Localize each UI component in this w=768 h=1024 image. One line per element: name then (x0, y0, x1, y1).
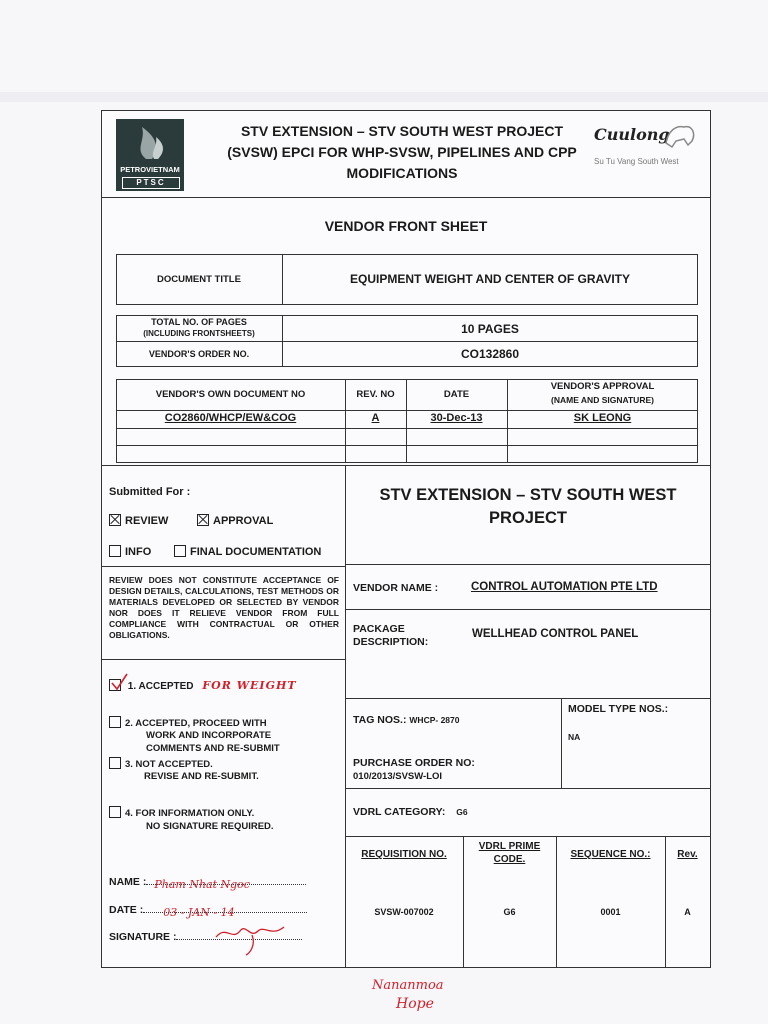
status-for-information-line2: NO SIGNATURE REQUIRED. (146, 821, 274, 832)
document-title-label: DOCUMENT TITLE (157, 274, 241, 285)
requisition-header: REQUISITION NO. (361, 849, 447, 860)
project-header-line1: STV EXTENSION – STV SOUTH WEST PROJECT (240, 123, 564, 139)
approval-checkbox[interactable] (197, 514, 209, 526)
pages-order-hline (116, 341, 698, 342)
pages-value: 10 PAGES (461, 322, 519, 336)
doc-table-rev: A (371, 412, 380, 424)
document-title-value: EQUIPMENT WEIGHT AND CENTER OF GRAVITY (349, 272, 630, 286)
option-approval[interactable] (197, 514, 273, 527)
name-label: NAME : (109, 876, 147, 888)
pages-label-line2: (INCLUDING FRONTSHEETS) (143, 329, 255, 338)
vdrl-label: VDRL CATEGORY: (353, 806, 446, 818)
package-row-top (345, 609, 710, 610)
pages-label-line1: TOTAL NO. OF PAGES (151, 317, 247, 327)
status-accepted-proceed[interactable] (109, 716, 267, 730)
order-label: VENDOR'S ORDER NO. (148, 349, 250, 359)
sequence-value: 0001 (600, 907, 621, 917)
doc-table-header-docno: VENDOR'S OWN DOCUMENT NO (155, 389, 306, 400)
accepted-handwritten-note: FOR WEIGHT (202, 679, 297, 692)
tag-label: TAG NOS.: (353, 714, 407, 726)
po-label: PURCHASE ORDER NO: (353, 757, 475, 769)
status-not-accepted-line2: REVISE AND RE-SUBMIT. (144, 771, 259, 782)
vdrl-prime-value: G6 (503, 907, 516, 917)
lion-icon (662, 119, 698, 149)
vdrl-row-top (345, 788, 710, 789)
vdrl-value: G6 (456, 807, 468, 817)
sequence-header: SEQUENCE NO.: (570, 849, 651, 860)
model-type-label: MODEL TYPE NOS.: (568, 703, 669, 715)
cuulong-logo-text: Cuulong (594, 125, 670, 144)
rev-value: A (684, 907, 691, 917)
status-accepted-proceed-line2: WORK AND INCORPORATE (146, 730, 272, 741)
header-divider (102, 197, 710, 198)
doc-table-row2 (116, 428, 698, 429)
submitted-for-label: Submitted For : (109, 486, 191, 498)
tag-row-top (345, 698, 710, 699)
tag-field (353, 714, 459, 726)
handwritten-check-icon (110, 673, 128, 691)
for-information-line1: 4. FOR INFORMATION ONLY. (125, 808, 255, 819)
cuulong-logo-sub: Su Tu Vang South West (594, 157, 679, 166)
accepted-proceed-line1: 2. ACCEPTED, PROCEED WITH (125, 718, 267, 729)
disclaimer-bottom (102, 659, 345, 660)
vendor-front-sheet (101, 110, 711, 968)
project-header-line3: MODIFICATIONS (346, 165, 458, 181)
package-value: WELLHEAD CONTROL PANEL (472, 628, 639, 640)
doc-table-row1 (116, 410, 698, 411)
right-project-title-line1: STV EXTENSION – STV SOUTH WEST (379, 486, 677, 504)
review-label: REVIEW (125, 515, 169, 527)
approval-label: APPROVAL (213, 515, 274, 527)
name-handwritten: Pham Nhat Ngoc (154, 878, 250, 891)
status-accepted[interactable] (109, 679, 297, 692)
doc-table-approval: SK LEONG (573, 412, 632, 424)
not-accepted-checkbox[interactable] (109, 757, 121, 769)
cuulong-logo (592, 119, 704, 171)
not-accepted-line1: 3. NOT ACCEPTED. (125, 759, 213, 770)
status-for-information[interactable] (109, 806, 254, 819)
petrovietnam-logo (116, 119, 184, 191)
package-label-line1: PACKAGE (353, 623, 405, 635)
date-field[interactable] (109, 904, 307, 919)
vdrl-field (353, 806, 468, 818)
vdrl-prime-header-line2: CODE. (493, 854, 526, 865)
doc-table-date: 30-Dec-13 (430, 412, 483, 424)
tag-model-divider (561, 698, 562, 788)
lower-center-divider (345, 465, 346, 967)
doc-table-docno: CO2860/WHCP/EW&COG (164, 412, 297, 424)
doc-table-row3 (116, 445, 698, 446)
status-not-accepted[interactable] (109, 757, 213, 770)
info-label: INFO (125, 546, 152, 558)
accepted-proceed-checkbox[interactable] (109, 716, 121, 728)
accepted-label: 1. ACCEPTED (127, 681, 194, 692)
review-checkbox[interactable] (109, 514, 121, 526)
sheet-title: VENDOR FRONT SHEET (324, 218, 488, 234)
vendor-row-top (345, 564, 710, 565)
final-documentation-checkbox[interactable] (174, 545, 186, 557)
petrovietnam-logo-text: PETROVIETNAM (120, 165, 180, 174)
scan-band (0, 92, 768, 102)
doc-table-header-approval-sub: (NAME AND SIGNATURE) (551, 395, 654, 405)
date-handwritten: 03 - JAN - 14 (163, 906, 235, 919)
option-info[interactable] (109, 545, 151, 558)
for-information-checkbox[interactable] (109, 806, 121, 818)
option-final-documentation[interactable] (174, 545, 321, 558)
doc-table-header-date: DATE (443, 389, 470, 400)
vendor-name-value: CONTROL AUTOMATION PTE LTD (471, 581, 658, 593)
model-type-value: NA (568, 732, 581, 742)
disclaimer-text: REVIEW DOES NOT CONSTITUTE ACCEPTANCE OF DESIGN DETAILS, CALCULATIONS, TEST METHODS OR MATERIALS DEVELOPED OR SELECTED BY VENDOR NOR DOES IT RELIEVE VENDOR FROM FULL COMPLIANCE WITH CONTRACTUAL OR OTHER OBLIGATIONS. (109, 575, 339, 640)
po-value: 010/2013/SVSW-LOI (353, 771, 443, 782)
tag-value: WHCP- 2870 (409, 715, 460, 725)
flame-icon (116, 119, 184, 165)
name-field[interactable] (109, 876, 306, 891)
rev-header: Rev. (677, 849, 698, 860)
requisition-row-top (345, 836, 710, 837)
doc-table-header-rev: REV. NO (356, 389, 395, 400)
requisition-value: SVSW-007002 (374, 907, 434, 917)
lower-section-top (102, 465, 710, 466)
vendor-name-label: VENDOR NAME : (353, 582, 439, 594)
footer-handwritten-line2: Hope (396, 996, 434, 1012)
footer-handwritten-line1: Nananmoa (372, 978, 444, 993)
doc-table-header-approval: VENDOR'S APPROVAL (550, 381, 655, 392)
package-label-line2: DESCRIPTION: (353, 636, 429, 648)
order-value: CO132860 (460, 347, 520, 361)
vdrl-prime-header-line1: VDRL PRIME (478, 841, 541, 852)
option-review[interactable] (109, 514, 168, 527)
project-header-line2: (SVSW) EPCI FOR WHP-SVSW, PIPELINES AND CPP (227, 144, 577, 160)
info-checkbox[interactable] (109, 545, 121, 557)
signature-scribble (212, 919, 292, 959)
submitted-bottom (102, 566, 345, 567)
signature-label: SIGNATURE : (109, 931, 177, 943)
status-accepted-proceed-line3: COMMENTS AND RE-SUBMIT (146, 743, 280, 754)
date-label: DATE : (109, 904, 144, 916)
final-documentation-label: FINAL DOCUMENTATION (190, 546, 322, 558)
ptsc-logo-text: PTSC (122, 177, 180, 189)
right-project-title-line2: PROJECT (489, 509, 567, 527)
